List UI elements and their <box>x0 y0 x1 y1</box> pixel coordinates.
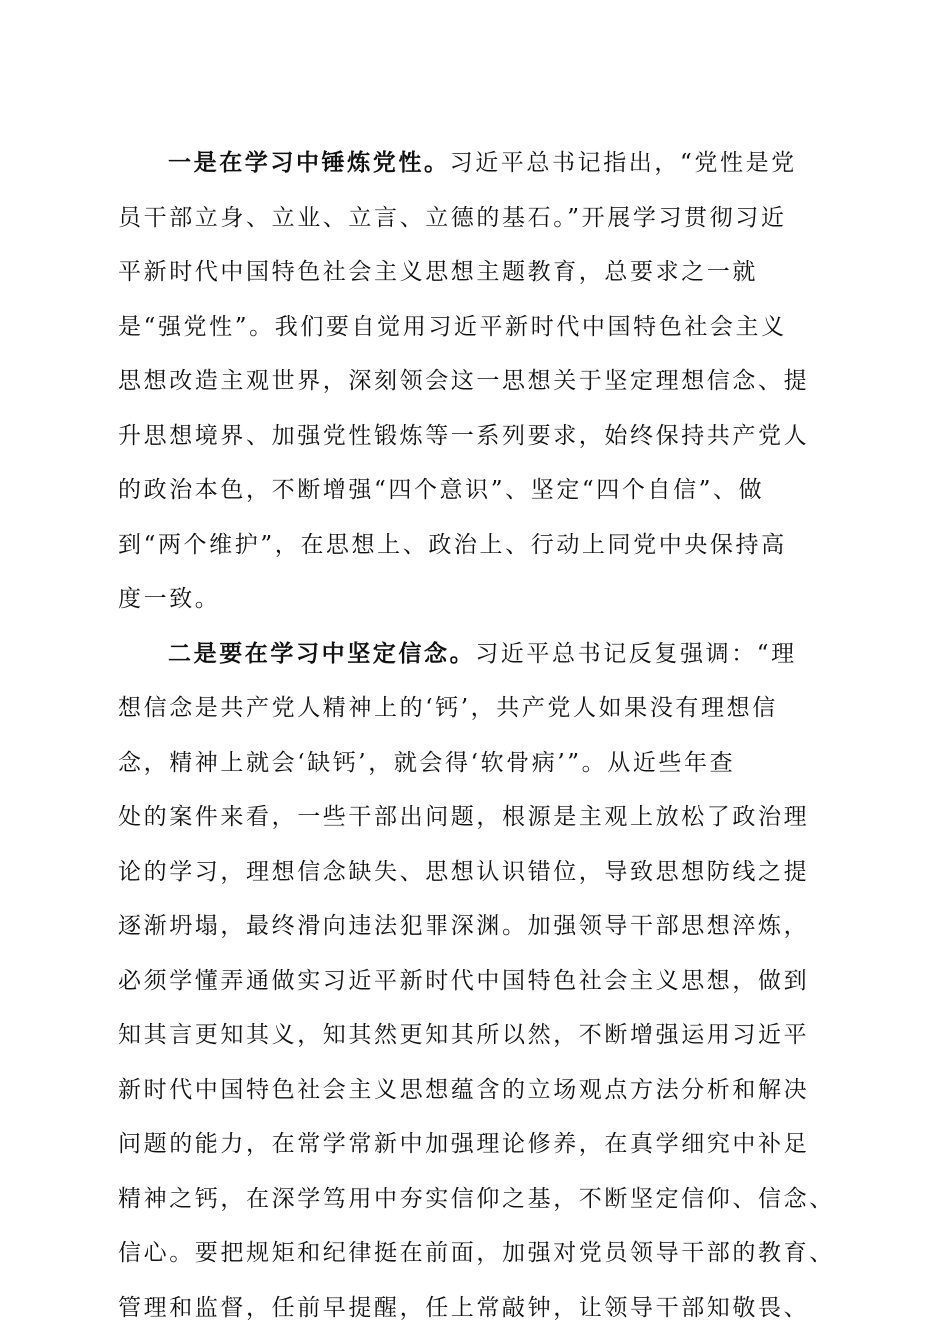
paragraph-line: 到“两个维护”，在思想上、政治上、行动上同党中央保持高 <box>118 531 787 558</box>
paragraph-line: 新时代中国特色社会主义思想蕴含的立场观点方法分析和解决 <box>118 1076 810 1103</box>
paragraph-line: 平新时代中国特色社会主义思想主题教育，总要求之一就 <box>118 259 758 285</box>
paragraph-line: 精神之钙，在深学笃用中夯实信仰之基，不断坚定信仰、信念、 <box>118 1185 835 1212</box>
paragraph-line: 问题的能力，在常学常新中加强理论修养，在真学细究中补足 <box>118 1131 810 1157</box>
paragraph-line: 是“强党性”。我们要自觉用习近平新时代中国特色社会主义 <box>118 313 787 340</box>
paragraph-text: 习近平总书记指出，“党性是党 <box>449 150 797 176</box>
paragraph-line: 论的学习，理想信念缺失、思想认识错位，导致思想防线之提 <box>118 858 810 885</box>
paragraph-line: 想信念是共产党人精神上的‘钙’，共产党人如果没有理想信 <box>118 695 778 721</box>
paragraph-text: 习近平总书记反复强调：“理 <box>475 640 797 667</box>
paragraph-lead: 一是在学习中锤炼党性。 <box>168 149 450 176</box>
paragraph-line: 思想改造主观世界，深刻领会这一思想关于坚定理想信念、提 <box>118 368 810 394</box>
paragraph-lead: 二是要在学习中坚定信念。 <box>168 639 476 667</box>
paragraph-line: 处的案件来看，一些干部出问题，根源是主观上放松了政治理 <box>118 804 810 830</box>
paragraph-line: 管理和监督，任前早提醒，任上常敲钟，让领导干部知敬畏、 <box>118 1294 810 1321</box>
paragraph-line: 度一致。 <box>118 586 221 612</box>
paragraph-line: 知其言更知其义，知其然更知其所以然，不断增强运用习近平 <box>118 1022 810 1048</box>
paragraph-firm-belief <box>118 627 835 1336</box>
paragraph-line: 逐渐坍塌，最终滑向违法犯罪深渊。加强领导干部思想淬炼， <box>118 913 810 939</box>
paragraph-line <box>118 136 824 191</box>
paragraph-line: 员干部立身、立业、立言、立德的基石。”开展学习贯彻习近 <box>118 204 787 231</box>
paragraph-line: 的政治本色，不断增强“四个意识”、坚定“四个自信”、做 <box>118 477 765 503</box>
paragraph-line: 信心。要把规矩和纪律挺在前面，加强对党员领导干部的教育、 <box>118 1240 835 1266</box>
paragraph-line <box>118 627 824 682</box>
paragraph-party-spirit <box>118 136 824 627</box>
document-body <box>118 136 835 1335</box>
paragraph-line: 念，精神上就会‘缺钙’，就会得‘软骨病’”。从近些年查 <box>118 749 736 776</box>
paragraph-line: 必须学懂弄通做实习近平新时代中国特色社会主义思想，做到 <box>118 967 810 994</box>
paragraph-line: 升思想境界、加强党性锻炼等一系列要求，始终保持共产党人 <box>118 422 810 449</box>
